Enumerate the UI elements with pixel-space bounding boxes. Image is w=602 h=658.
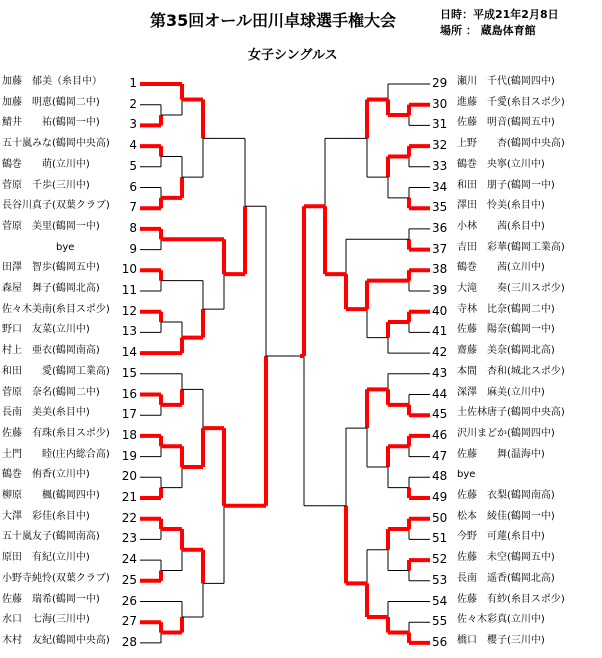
player-name-right: 大滝 奏(三川スポ少) bbox=[457, 283, 565, 294]
seed-number-right: 40 bbox=[432, 303, 448, 318]
player-name-right: 齋藤 美奈(鶴岡北高) bbox=[457, 345, 555, 357]
seed-number-left: 24 bbox=[121, 552, 137, 567]
player-name-left: 長谷川真子(双葉クラブ) bbox=[2, 200, 110, 212]
seed-number-left: 25 bbox=[121, 572, 137, 587]
seed-number-right: 32 bbox=[432, 138, 448, 153]
seed-number-left: 20 bbox=[121, 469, 137, 484]
seed-number-left: 17 bbox=[121, 407, 137, 422]
player-name-right: 土佐林唐子(鶴岡中央高) bbox=[457, 407, 565, 419]
seed-number-left: 18 bbox=[121, 427, 137, 442]
seed-number-left: 5 bbox=[129, 158, 137, 173]
player-name-left: bye bbox=[56, 241, 75, 253]
player-name-left: 菅原 奈名(鶴岡二中) bbox=[2, 386, 100, 398]
player-name-right: 長南 遥香(鶴岡北高) bbox=[457, 572, 555, 584]
player-name-right: 佐藤 有紗(糸目スポ少) bbox=[457, 593, 565, 605]
seed-number-left: 10 bbox=[121, 262, 137, 277]
seed-number-right: 52 bbox=[432, 552, 448, 567]
event-title: 女子シングルス bbox=[248, 48, 338, 63]
player-name-right: 佐藤 陽奈(鶴岡一中) bbox=[457, 324, 555, 336]
seed-number-left: 6 bbox=[129, 179, 137, 194]
player-name-left: 鶴巻 萌(立川中) bbox=[2, 158, 90, 170]
player-name-right: 佐藤 舞(温海中) bbox=[457, 448, 545, 460]
seed-number-left: 15 bbox=[121, 365, 137, 380]
player-name-right: 松本 綾佳(鶴岡一中) bbox=[457, 510, 555, 522]
player-name-right: 進藤 千愛(糸目スポ少) bbox=[457, 96, 565, 108]
seed-number-left: 26 bbox=[121, 593, 137, 608]
seed-number-right: 37 bbox=[432, 241, 448, 256]
player-name-left: 原田 有紀(立川中) bbox=[2, 552, 90, 564]
seed-number-left: 8 bbox=[129, 220, 137, 235]
player-name-left: 水口 七海(三川中) bbox=[2, 614, 90, 626]
player-name-right: 寺林 比奈(鶴岡二中) bbox=[457, 303, 555, 315]
player-name-left: 柳原 楓(鶴岡四中) bbox=[2, 490, 100, 501]
seed-number-right: 51 bbox=[432, 531, 448, 546]
player-name-left: 菅原 千歩(三川中) bbox=[2, 179, 90, 191]
seed-number-left: 16 bbox=[121, 386, 137, 401]
seed-number-right: 33 bbox=[432, 158, 448, 173]
seed-number-left: 23 bbox=[121, 531, 137, 546]
seed-number-right: 34 bbox=[432, 179, 448, 194]
player-name-right: 本間 杏和(城北スポ少) bbox=[457, 365, 565, 377]
player-name-left: 佐藤 瑞希(鶴岡一中) bbox=[2, 593, 100, 605]
player-name-right: bye bbox=[457, 469, 476, 481]
player-name-left: 村上 亜衣(鶴岡南高) bbox=[2, 345, 100, 357]
seed-number-right: 46 bbox=[432, 427, 448, 442]
seed-number-right: 44 bbox=[432, 386, 448, 401]
player-name-right: 橋口 櫻子(三川中) bbox=[457, 634, 545, 646]
seed-number-right: 53 bbox=[432, 572, 448, 587]
player-name-left: 長南 美美(糸目中) bbox=[2, 407, 90, 419]
player-name-right: 和田 朋子(鶴岡一中) bbox=[457, 179, 555, 191]
date-label: 日時：平成21年2月8日 bbox=[440, 8, 559, 21]
seed-number-left: 19 bbox=[121, 448, 137, 463]
seed-number-left: 9 bbox=[129, 241, 137, 256]
player-name-left: 加藤 明恵(鶴岡二中) bbox=[2, 96, 100, 108]
seed-number-left: 27 bbox=[121, 614, 137, 629]
seed-number-left: 22 bbox=[121, 510, 137, 525]
seed-number-left: 7 bbox=[129, 200, 137, 215]
seed-number-right: 29 bbox=[432, 76, 448, 90]
player-name-right: 佐々木彩真(立川中) bbox=[457, 614, 545, 626]
seed-number-right: 43 bbox=[432, 365, 448, 380]
player-name-right: 深澤 麻美(立川中) bbox=[457, 386, 545, 398]
seed-number-right: 49 bbox=[432, 490, 448, 504]
player-name-right: 佐藤 衣梨(鶴岡南高) bbox=[457, 490, 555, 501]
seed-number-right: 39 bbox=[432, 283, 448, 297]
player-name-left: 森屋 舞子(鶴岡北高) bbox=[2, 283, 100, 294]
player-name-right: 澤田 怜美(糸目中) bbox=[457, 200, 545, 212]
seed-number-right: 30 bbox=[432, 96, 448, 111]
venue-label: 場所 ： 蔵島体育館 bbox=[440, 24, 536, 37]
seed-number-left: 3 bbox=[129, 117, 137, 132]
seed-number-right: 42 bbox=[432, 345, 448, 360]
seed-number-left: 1 bbox=[129, 76, 137, 90]
seed-number-left: 14 bbox=[121, 345, 137, 360]
player-name-left: 小野寺純怜(双葉クラブ) bbox=[2, 572, 110, 584]
player-name-right: 吉田 彩華(鶴岡工業高) bbox=[457, 241, 565, 253]
player-name-left: 佐藤 有珠(糸目スポ少) bbox=[2, 427, 110, 439]
seed-number-right: 55 bbox=[432, 614, 448, 629]
player-name-left: 菅原 美里(鶴岡一中) bbox=[2, 220, 100, 232]
player-name-left: 大澤 彩佳(糸目中) bbox=[2, 510, 90, 522]
seed-number-right: 41 bbox=[432, 324, 448, 339]
seed-number-right: 47 bbox=[432, 448, 448, 463]
player-name-left: 木村 友紀(鶴岡中央高) bbox=[2, 634, 110, 646]
seed-number-left: 21 bbox=[121, 490, 137, 504]
player-name-left: 加藤 郁美（糸目中） bbox=[2, 76, 102, 87]
seed-number-right: 31 bbox=[432, 117, 448, 132]
seed-number-left: 13 bbox=[121, 324, 137, 339]
player-name-right: 佐藤 未空(鶴岡五中) bbox=[457, 552, 555, 564]
seed-number-right: 45 bbox=[432, 407, 448, 422]
tournament-title: 第35回オール田川卓球選手権大会 bbox=[150, 11, 396, 30]
player-name-left: 鯖井 祐(鶴岡一中) bbox=[2, 117, 100, 129]
seed-number-right: 35 bbox=[432, 200, 448, 215]
player-name-right: 今野 可蓮(糸目中) bbox=[457, 531, 545, 543]
player-name-left: 田澤 智歩(鶴岡五中) bbox=[2, 262, 100, 274]
player-name-left: 鶴巻 侑香(立川中) bbox=[2, 469, 90, 481]
player-name-right: 鶴巻 央寧(立川中) bbox=[457, 158, 545, 170]
player-name-right: 上野 杏(鶴岡中央高) bbox=[457, 138, 565, 150]
player-name-left: 和田 愛(鶴岡工業高) bbox=[2, 365, 110, 377]
player-name-right: 佐藤 明音(鶴岡五中) bbox=[457, 117, 555, 129]
player-name-right: 瀬川 千代(鶴岡四中) bbox=[457, 76, 555, 87]
player-name-left: 五十嵐みな(鶴岡中央高) bbox=[2, 138, 110, 150]
player-name-right: 沢川まどか(鶴岡四中) bbox=[457, 427, 555, 439]
seed-number-right: 50 bbox=[432, 510, 448, 525]
player-name-left: 五十嵐友子(鶴岡南高) bbox=[2, 531, 100, 543]
seed-number-left: 4 bbox=[129, 138, 137, 153]
player-name-left: 土門 睦(庄内総合高) bbox=[2, 448, 110, 460]
seed-number-left: 11 bbox=[121, 283, 137, 297]
seed-number-left: 12 bbox=[121, 303, 137, 318]
seed-number-right: 38 bbox=[432, 262, 448, 277]
seed-number-right: 36 bbox=[432, 220, 448, 235]
seed-number-right: 48 bbox=[432, 469, 448, 484]
seed-number-right: 54 bbox=[432, 593, 448, 608]
seed-number-right: 56 bbox=[432, 634, 448, 649]
bracket-right bbox=[304, 84, 430, 643]
seed-number-left: 2 bbox=[129, 96, 137, 111]
player-name-left: 佐々木美南(糸目スポ少) bbox=[2, 303, 110, 315]
player-name-right: 小林 茜(糸目中) bbox=[457, 220, 545, 232]
player-name-left: 野口 友菜(立川中) bbox=[2, 324, 90, 336]
seed-number-left: 28 bbox=[121, 634, 137, 649]
player-name-right: 鶴巻 茜(立川中) bbox=[457, 262, 545, 274]
bracket-left bbox=[140, 84, 266, 643]
